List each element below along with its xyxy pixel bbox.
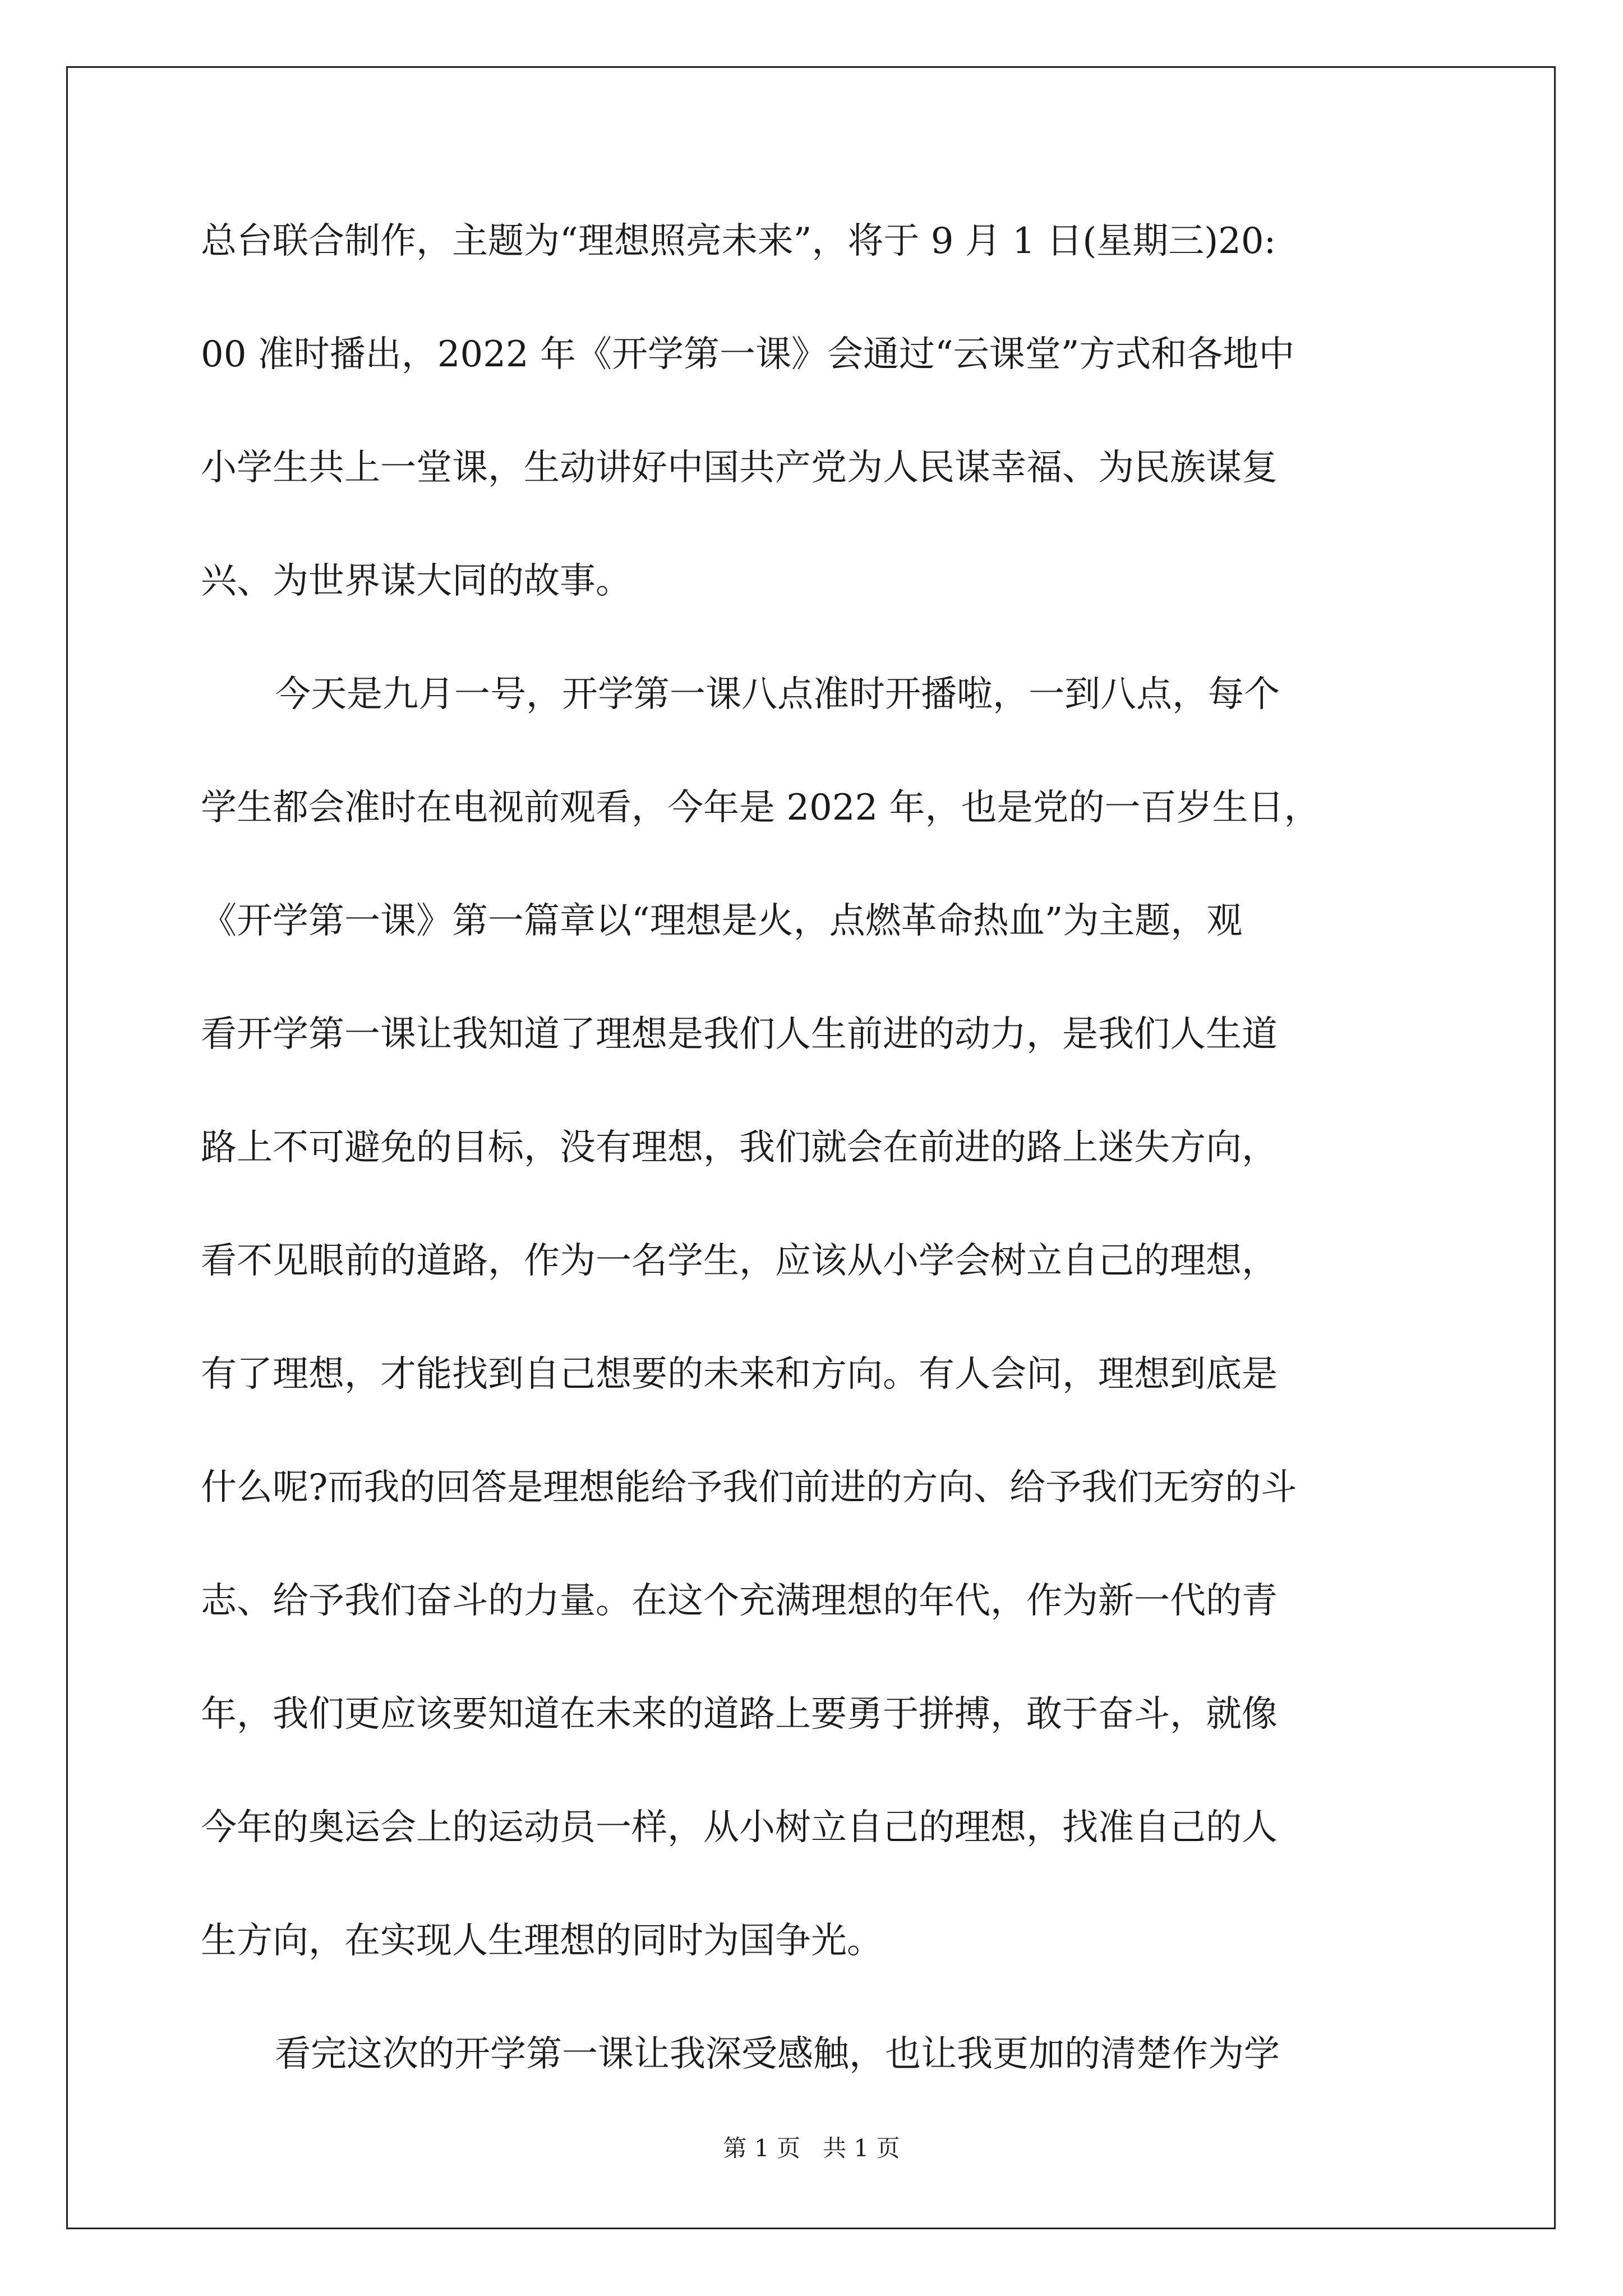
paragraph-first-line: 今天是九月一号，开学第一课八点准时开播啦，一到八点，每个 xyxy=(275,674,1280,715)
text-line: 看不见眼前的道路，作为一名学生，应该从小学会树立自己的理想， xyxy=(201,1240,1278,1282)
text-line: 看开学第一课让我知道了理想是我们人生前进的动力，是我们人生道 xyxy=(201,1014,1278,1055)
text-line: 小学生共上一堂课，生动讲好中国共产党为人民谋幸福、为民族谋复 xyxy=(201,447,1278,489)
paragraph-first-line: 看完这次的开学第一课让我深受感触，也让我更加的清楚作为学 xyxy=(275,2033,1280,2075)
text-line: 学生都会准时在电视前观看，今年是 2022 年，也是党的一百岁生日， xyxy=(201,787,1320,829)
text-line: 路上不可避免的目标，没有理想，我们就会在前进的路上迷失方向， xyxy=(201,1127,1278,1168)
text-line: 年，我们更应该要知道在未来的道路上要勇于拼搏，敢于奋斗，就像 xyxy=(201,1694,1278,1735)
text-line: 总台联合制作，主题为“理想照亮未来”，将于 9 月 1 日(星期三)20: xyxy=(201,220,1276,262)
text-line: 兴、为世界谋大同的故事。 xyxy=(201,560,631,602)
page-number: 第 1 页 共 1 页 xyxy=(723,2134,900,2162)
text-line: 生方向，在实现人生理想的同时为国争光。 xyxy=(201,1920,883,1962)
text-line: 有了理想，才能找到自己想要的未来和方向。有人会问，理想到底是 xyxy=(201,1354,1278,1395)
text-line: 《开学第一课》第一篇章以“理想是火，点燃革命热血”为主题，观 xyxy=(201,900,1243,942)
text-line: 今年的奥运会上的运动员一样，从小树立自己的理想，找准自己的人 xyxy=(201,1807,1278,1848)
text-line: 志、给予我们奋斗的力量。在这个充满理想的年代，作为新一代的青 xyxy=(201,1580,1278,1622)
text-line: 00 准时播出，2022 年《开学第一课》会通过“云课堂”方式和各地中 xyxy=(201,334,1295,375)
text-line: 什么呢?而我的回答是理想能给予我们前进的方向、给予我们无穷的斗 xyxy=(201,1467,1297,1508)
